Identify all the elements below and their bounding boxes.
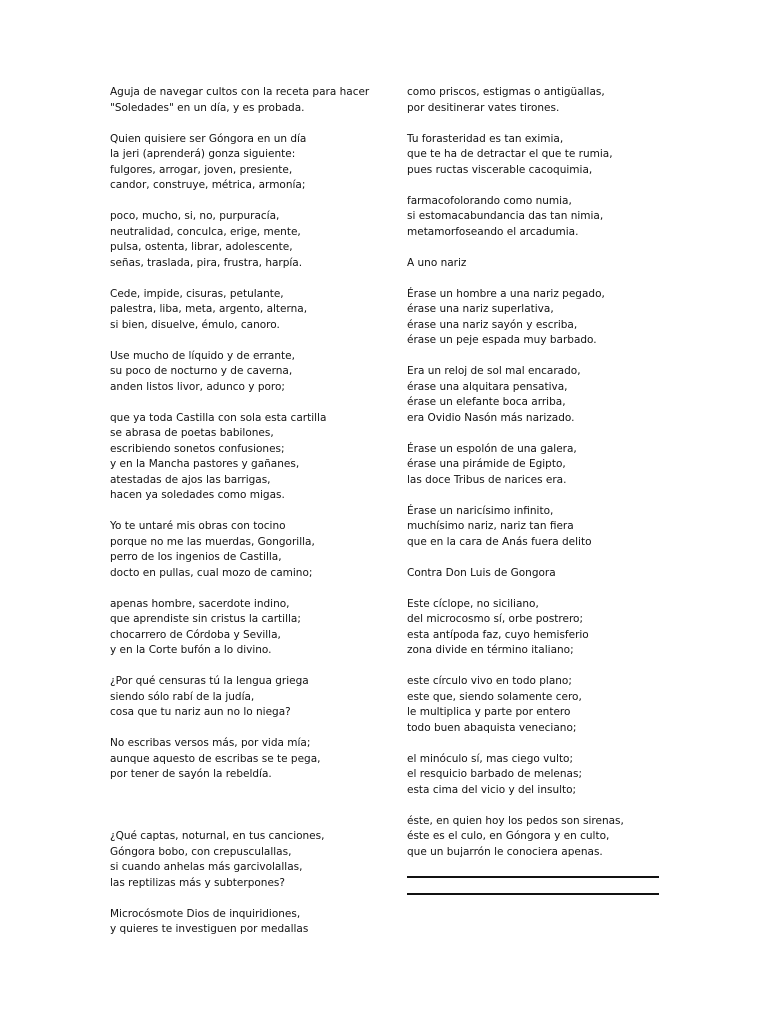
verse-line: érase una nariz superlativa, (407, 303, 554, 315)
verse-line: érase una alquitara pensativa, (407, 380, 568, 393)
verse-line: el resquicio barbado de melenas; (407, 768, 582, 780)
verse-line: érase un peje espada muy barbado. (407, 334, 597, 346)
verse-line: fulgores, arrogar, joven, presiente, (110, 163, 293, 176)
verse-line: escribiendo sonetos confusiones; (110, 442, 285, 455)
verse-line: señas, traslada, pira, frustra, harpía. (110, 256, 303, 269)
stanza-gap (110, 814, 385, 830)
right-poem-column (407, 85, 662, 860)
verse-line: Cede, impide, cisuras, petulante, (110, 287, 284, 300)
stanza (407, 566, 662, 582)
verse-line: apenas hombre, sacerdote indino, (110, 597, 290, 610)
verse-line: ¿Por qué censuras tú la lengua griega (110, 675, 309, 687)
verse-line: todo buen abaquista veneciano; (407, 721, 577, 734)
verse-line: que en la cara de Anás fuera delito (407, 535, 592, 548)
stanza-gap (110, 504, 385, 520)
stanza-gap (407, 271, 662, 287)
stanza (407, 674, 662, 736)
verse-line: si bien, disuelve, émulo, canoro. (110, 318, 280, 331)
verse-line: Tu forasteridad es tan eximia, (407, 132, 564, 145)
verse-line: Use mucho de líquido y de errante, (110, 349, 295, 362)
verse-line: que aprendiste sin cristus la cartilla; (110, 613, 301, 625)
stanza-gap (407, 178, 662, 194)
stanza (407, 442, 662, 489)
verse-line: pulsa, ostenta, librar, adolescente, (110, 241, 293, 253)
verse-line: que te ha de detractar el que te rumia, (407, 148, 613, 160)
stanza-gap (110, 271, 385, 287)
verse-line: chocarrero de Córdoba y Sevilla, (110, 628, 281, 641)
verse-line: Este cíclope, no siciliano, (407, 597, 539, 610)
verse-line: Érase un naricísimo infinito, (407, 504, 554, 517)
verse-line: palestra, liba, meta, argento, alterna, (110, 303, 308, 315)
verse-line: A uno nariz (407, 256, 467, 269)
verse-line: farmacofolorando como numia, (407, 194, 572, 207)
verse-line: por desitinerar vates tirones. (407, 101, 560, 114)
verse-line: anden listos livor, adunco y poro; (110, 380, 285, 393)
verse-line: y quieres te investiguen por medallas (110, 923, 309, 935)
verse-line: aunque aquesto de escribas se te pega, (110, 752, 321, 765)
verse-line: y en la Corte bufón a lo divino. (110, 644, 272, 656)
verse-line: y en la Mancha pastores y gañanes, (110, 458, 300, 470)
verse-line: las doce Tribus de narices era. (407, 473, 567, 486)
stanza-gap (110, 194, 385, 210)
verse-line: No escribas versos más, por vida mía; (110, 737, 311, 749)
verse-line: éste, en quien hoy los pedos son sirenas, (407, 814, 624, 827)
verse-line: que ya toda Castilla con sola esta cartilla (110, 411, 327, 424)
verse-line: cosa que tu nariz aun no lo niega? (110, 706, 291, 718)
verse-line: érase una pirámide de Egipto, (407, 458, 566, 470)
verse-line: el minóculo sí, mas ciego vulto; (407, 752, 574, 765)
verse-line: metamorfoseando el arcadumia. (407, 225, 579, 238)
verse-line: candor, construye, métrica, armonía; (110, 179, 306, 191)
stanza (110, 287, 385, 334)
verse-line (110, 798, 385, 814)
verse-line: si estomacabundancia das tan nimia, (407, 210, 604, 222)
stanza-gap (407, 349, 662, 365)
verse-line: la jeri (aprenderá) gonza siguiente: (110, 148, 296, 160)
verse-line: pues ructas viscerable cacoquimia, (407, 163, 593, 176)
stanza (110, 829, 385, 891)
stanza-gap (110, 395, 385, 411)
verse-line: érase una nariz sayón y escriba, (407, 318, 578, 331)
verse-line: hacen ya soledades como migas. (110, 489, 285, 501)
verse-line: esta cima del vicio y del insulto; (407, 783, 577, 796)
verse-line: esta antípoda faz, cuyo hemisferio (407, 628, 589, 641)
verse-line: érase un elefante boca arriba, (407, 396, 566, 408)
verse-line: Érase un hombre a una nariz pegado, (407, 287, 605, 300)
stanza (407, 752, 662, 799)
stanza (407, 504, 662, 551)
verse-line: ¿Qué captas, noturnal, en tus canciones, (110, 830, 325, 842)
verse-line: Era un reloj de sol mal encarado, (407, 365, 581, 377)
stanza (407, 814, 662, 861)
verse-line: del microcosmo sí, orbe postrero; (407, 613, 584, 625)
verse-line: si cuando anhelas más garcivolallas, (110, 861, 303, 873)
verse-line: era Ovidio Nasón más narizado. (407, 411, 575, 424)
stanza (407, 194, 662, 241)
stanza (110, 85, 385, 116)
stanza (110, 519, 385, 581)
verse-line: zona divide en término italiano; (407, 644, 574, 656)
stanza-gap (407, 659, 662, 675)
stanza (110, 736, 385, 783)
verse-line: atestadas de ajos las barrigas, (110, 473, 271, 486)
verse-line: Contra Don Luis de Gongora (407, 566, 556, 579)
verse-line: Yo te untaré mis obras con tocino (110, 520, 286, 532)
verse-line: este que, siendo solamente cero, (407, 690, 582, 703)
stanza (407, 364, 662, 426)
verse-line: Góngora bobo, con crepusculallas, (110, 845, 292, 858)
stanza (110, 411, 385, 504)
stanza-gap (407, 798, 662, 814)
verse-line: como priscos, estigmas o antigüallas, (407, 86, 605, 98)
verse-line: docto en pullas, cual mozo de camino; (110, 566, 313, 579)
verse-line: éste es el culo, en Góngora y en culto, (407, 830, 610, 842)
stanza-gap (407, 426, 662, 442)
stanza-gap (407, 240, 662, 256)
verse-line: se abrasa de poetas babilones, (110, 427, 274, 439)
stanza-gap (407, 550, 662, 566)
verse-line: este círculo vivo en todo plano; (407, 675, 572, 687)
verse-line: su poco de nocturno y de caverna, (110, 365, 293, 377)
stanza-gap (110, 783, 385, 799)
stanza (110, 674, 385, 721)
verse-line: Aguja de navegar cultos con la receta para hacer (110, 86, 370, 98)
stanza (407, 85, 662, 116)
stanza (110, 798, 385, 814)
divider-line (407, 893, 659, 895)
verse-line: poco, mucho, si, no, purpuracía, (110, 210, 280, 222)
verse-line: las reptilizas más y subterpones? (110, 876, 285, 889)
stanza (407, 287, 662, 349)
stanza (110, 349, 385, 396)
stanza-gap (110, 891, 385, 907)
verse-line: perro de los ingenios de Castilla, (110, 551, 282, 563)
stanza (407, 597, 662, 659)
verse-line: Microcósmote Dios de inquiridiones, (110, 907, 301, 920)
stanza-gap (110, 333, 385, 349)
verse-line: le multiplica y parte por entero (407, 706, 571, 718)
verse-line: neutralidad, conculca, erige, mente, (110, 225, 301, 238)
verse-line: Quien quisiere ser Góngora en un día (110, 132, 307, 145)
verse-line: muchísimo nariz, nariz tan fiera (407, 520, 574, 532)
left-poem-column (110, 85, 385, 938)
verse-line: Érase un espolón de una galera, (407, 442, 577, 455)
stanza (110, 209, 385, 271)
divider-line (407, 876, 659, 878)
stanza (110, 597, 385, 659)
stanza-gap (407, 736, 662, 752)
stanza-gap (407, 488, 662, 504)
verse-line: por tener de sayón la rebeldía. (110, 768, 272, 780)
stanza-gap (110, 116, 385, 132)
verse-line: siendo sólo rabí de la judía, (110, 690, 255, 703)
stanza-gap (110, 721, 385, 737)
stanza (407, 132, 662, 179)
stanza-gap (110, 581, 385, 597)
verse-line: "Soledades" en un día, y es probada. (110, 101, 305, 114)
verse-line: que un bujarrón le conociera apenas. (407, 845, 603, 858)
stanza-gap (110, 659, 385, 675)
stanza-gap (407, 116, 662, 132)
verse-line: porque no me las muerdas, Gongorilla, (110, 535, 315, 548)
stanza (110, 132, 385, 194)
stanza (110, 907, 385, 938)
stanza-gap (407, 581, 662, 597)
stanza (407, 256, 662, 272)
